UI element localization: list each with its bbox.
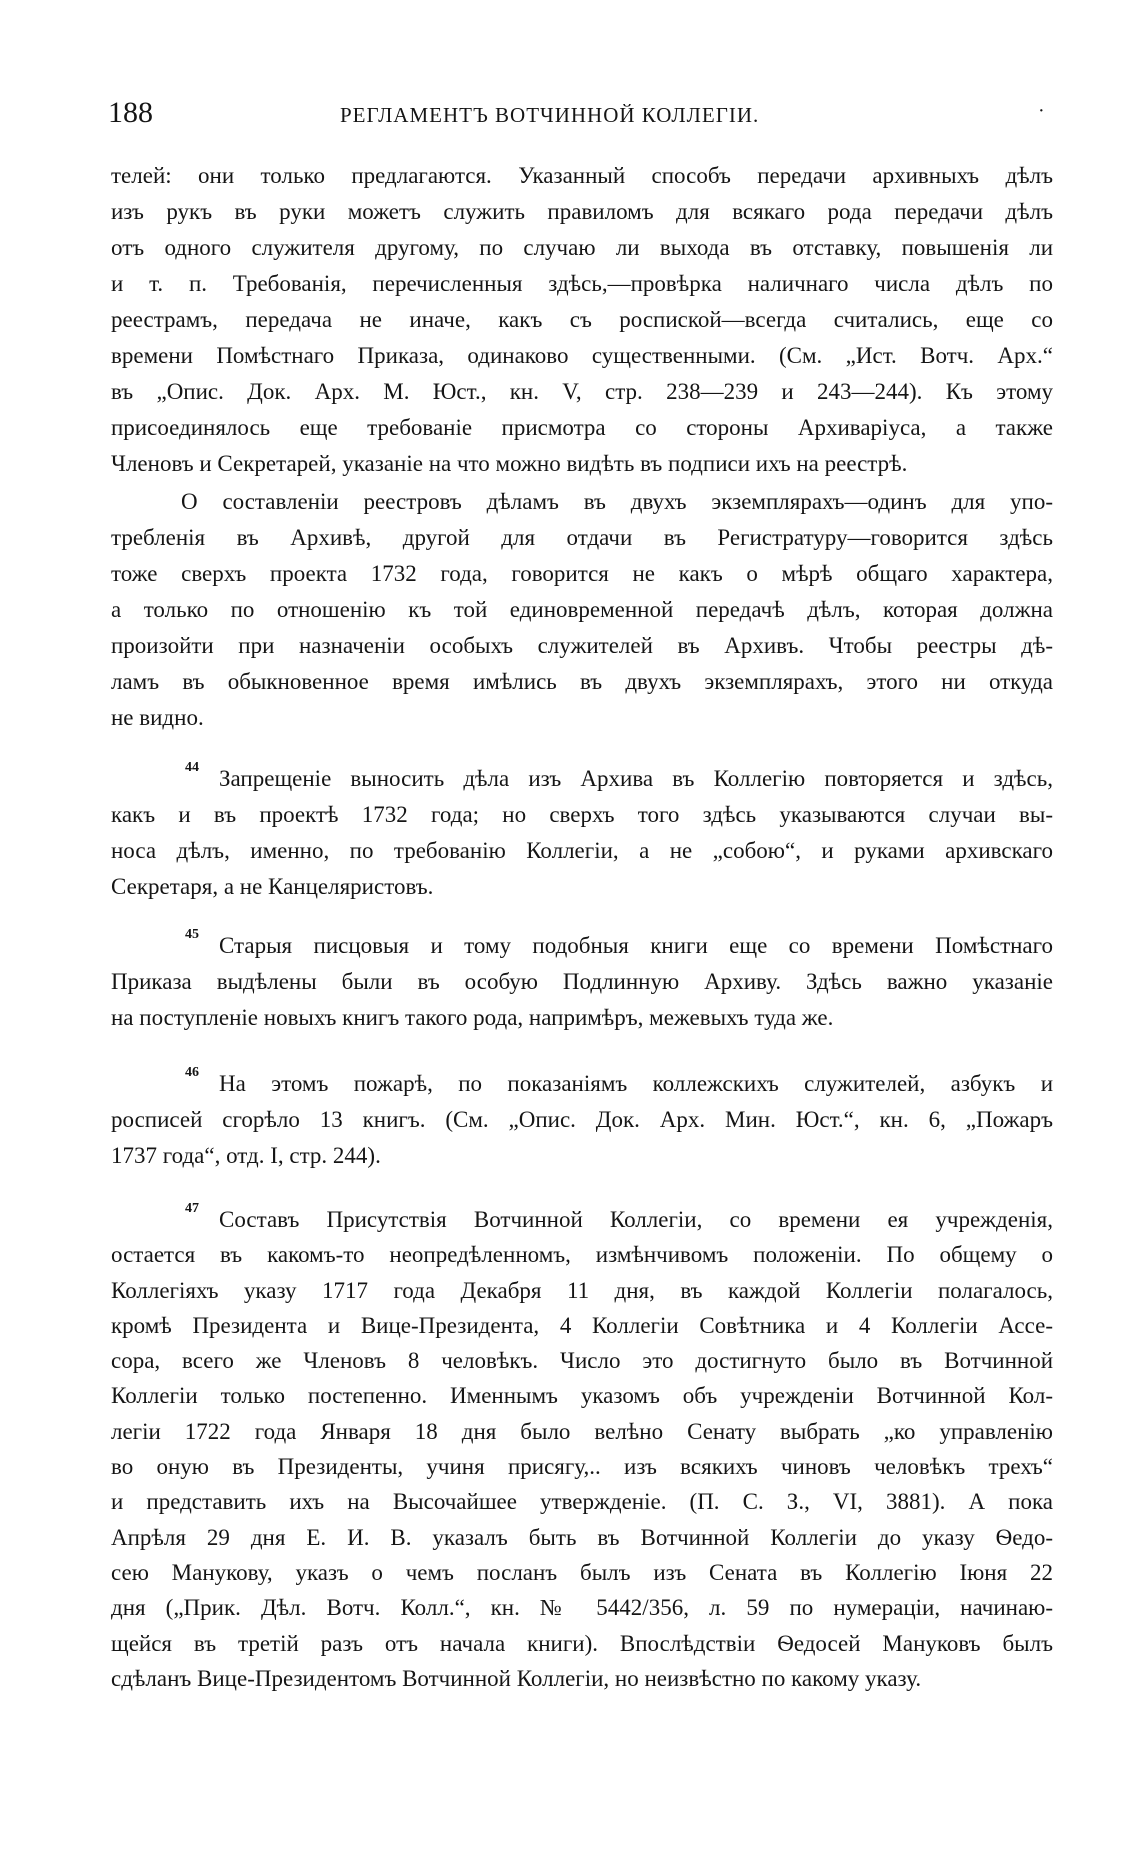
paragraph-registers: [111, 484, 1053, 736]
text-line: Апрѣля 29 дня Е. И. В. указалъ быть въ Вотчинной Коллегіи до указу Ѳедо-: [111, 1524, 1053, 1550]
text-line: сею Манукову, указъ о чемъ посланъ былъ изъ Сената въ Коллегію Іюня 22: [111, 1559, 1053, 1585]
text-line: и т. п. Требованія, перечисленныя здѣсь,—провѣрка наличнаго числа дѣлъ по: [111, 271, 1053, 296]
text-line: Секретаря, а не Канцеляристовъ.: [111, 874, 434, 899]
text-line: какъ и въ проектѣ 1732 года; но сверхъ того здѣсь указываются случаи вы-: [111, 802, 1053, 827]
text-line: щейся въ третій разъ отъ начала книги). Впослѣдствіи Ѳедосей Мануковъ былъ: [111, 1630, 1053, 1656]
text-line: телей: они только предлагаются. Указанный способъ передачи архивныхъ дѣлъ: [111, 163, 1053, 188]
text-line: 1737 года“, отд. I, стр. 244).: [111, 1143, 381, 1168]
text-line: ламъ въ обыкновенное время имѣлись въ двухъ экземплярахъ, этого ни откуда: [111, 669, 1053, 694]
footnote-number: 44: [185, 760, 199, 775]
text-line: Коллегіи только постепенно. Именнымъ указомъ объ учрежденіи Вотчинной Кол-: [111, 1383, 1053, 1409]
text-line: требленія въ Архивѣ, другой для отдачи въ Регистратуру—говорится здѣсь: [111, 525, 1053, 550]
text-line: времени Помѣстнаго Приказа, одинаково существенными. (См. „Ист. Вотч. Арх.“: [111, 343, 1053, 368]
text-line: дня („Прик. Дѣл. Вотч. Колл.“, кн. № 5442/356, л. 59 по нумераціи, начинаю-: [111, 1595, 1053, 1621]
text-line: тоже сверхъ проекта 1732 года, говорится не какъ о мѣрѣ общаго характера,: [111, 561, 1053, 586]
text-line: росписей сгорѣло 13 книгъ. (См. „Опис. Док. Арх. Мин. Юст.“, кн. 6, „Пожаръ: [111, 1107, 1053, 1132]
text-line: присоединялось еще требованіе присмотра со стороны Архиваріуса, а также: [111, 415, 1053, 440]
text-line: Старыя писцовыя и тому подобныя книги еще со времени Помѣстнаго: [219, 933, 1053, 958]
text-line: произойти при назначеніи особыхъ служителей въ Архивъ. Чтобы реестры дѣ-: [111, 633, 1053, 658]
text-line: остается въ какомъ-то неопредѣленномъ, измѣнчивомъ положеніи. По общему о: [111, 1242, 1053, 1268]
footnote-46: [111, 1066, 1053, 1174]
text-line: изъ рукъ въ руки можетъ служить правиломъ для всякаго рода передачи дѣлъ: [111, 199, 1053, 224]
text-line: отъ одного служителя другому, по случаю ли выхода въ отставку, повышенія ли: [111, 235, 1053, 260]
text-line: Членовъ и Секретарей, указаніе на что можно видѣть въ подписи ихъ на реестрѣ.: [111, 451, 908, 476]
text-line: О составленіи реестровъ дѣламъ въ двухъ экземплярахъ—одинъ для упо-: [181, 489, 1053, 514]
text-line: на поступленіе новыхъ книгъ такого рода, напримѣръ, межевыхъ туда же.: [111, 1005, 834, 1030]
text-line: въ „Опис. Док. Арх. М. Юст., кн. V, стр. 238—239 и 243—244). Къ этому: [111, 379, 1053, 404]
text-line: во оную въ Президенты, учиня присягу,.. изъ всякихъ чиновъ человѣкъ трехъ“: [111, 1454, 1053, 1480]
text-line: реестрамъ, передача не иначе, какъ съ роспиской—всегда считались, еще со: [111, 307, 1053, 332]
text-line: легіи 1722 года Января 18 дня было велѣно Сенату выбрать „ко управленію: [111, 1418, 1053, 1444]
text-line: и представить ихъ на Высочайшее утвержденіе. (П. С. З., VI, 3881). А пока: [111, 1489, 1053, 1515]
text-line: кромѣ Президента и Вице-Президента, 4 Коллегіи Совѣтника и 4 Коллегіи Ассе-: [111, 1312, 1053, 1338]
page-number: 188: [108, 96, 153, 129]
text-line: Запрещеніе выносить дѣла изъ Архива въ Коллегію повторяется и здѣсь,: [219, 766, 1053, 791]
text-line: Приказа выдѣлены были въ особую Подлинную Архиву. Здѣсь важно указаніе: [111, 969, 1053, 994]
footnote-45: [111, 928, 1053, 1036]
running-title: РЕГЛАМЕНТЪ ВОТЧИННОЙ КОЛЛЕГІИ.: [340, 103, 760, 127]
text-line: сдѣланъ Вице-Президентомъ Вотчинной Коллегіи, но неизвѣстно по какому указу.: [111, 1665, 922, 1691]
text-line: носа дѣлъ, именно, по требованію Коллегіи, а не „собою“, и руками архивскаго: [111, 838, 1053, 863]
text-line: а только по отношенію къ той единовременной передачѣ дѣлъ, которая должна: [111, 597, 1053, 622]
footnote-44: [111, 761, 1053, 905]
footnote-number: 47: [185, 1201, 199, 1216]
footnote-number: 46: [185, 1065, 199, 1080]
footnote-number: 45: [185, 927, 199, 942]
text-line: Коллегіяхъ указу 1717 года Декабря 11 дня, въ каждой Коллегіи полагалось,: [111, 1277, 1053, 1303]
text-line: сора, всего же Членовъ 8 человѣкъ. Число это достигнуто было въ Вотчинной: [111, 1348, 1053, 1374]
text-line: На этомъ пожарѣ, по показаніямъ коллежскихъ служителей, азбукъ и: [219, 1071, 1053, 1096]
paragraph-continuation: [111, 158, 1053, 482]
footnote-47: [111, 1202, 1053, 1696]
text-line: Составъ Присутствія Вотчинной Коллегіи, со времени ея учрежденія,: [219, 1207, 1053, 1232]
text-line: не видно.: [111, 705, 204, 730]
header-mark: ·: [1038, 100, 1045, 122]
